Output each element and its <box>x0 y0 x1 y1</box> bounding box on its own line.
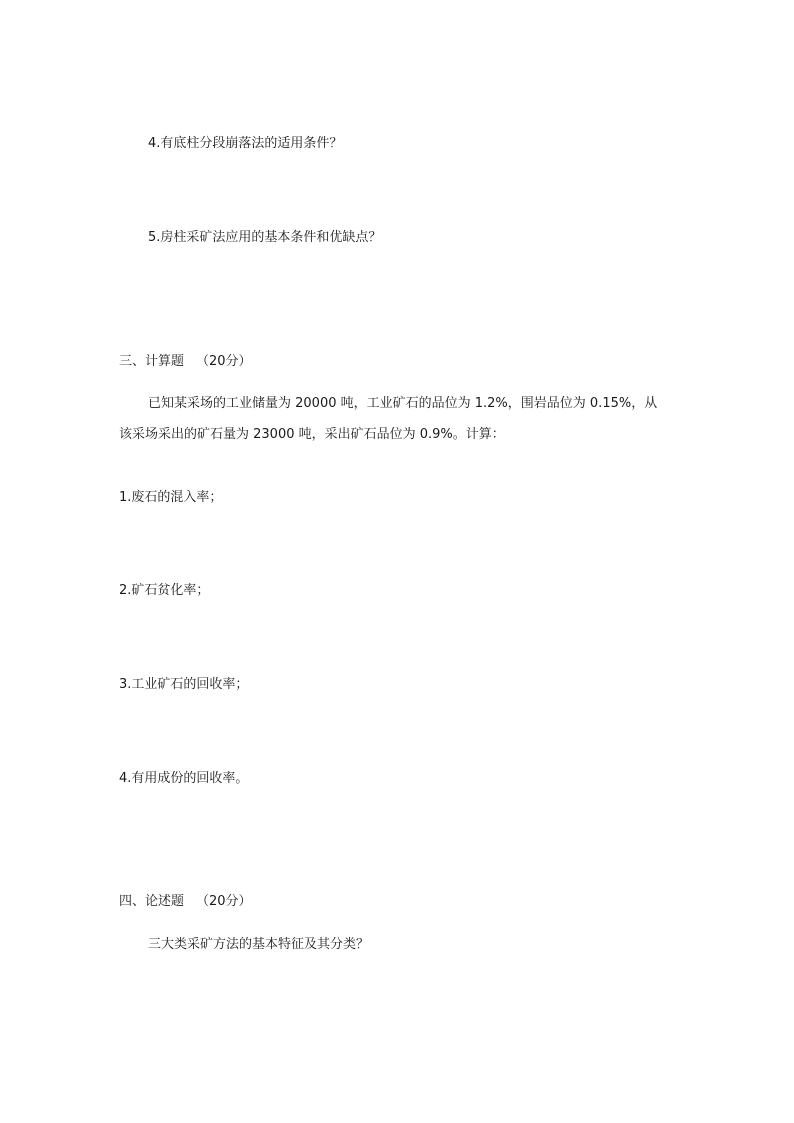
calculation-problem-line-1: 已知某采场的工业储量为 20000 吨，工业矿石的品位为 1.2%，围岩品位为 0.15%，从 <box>148 396 658 411</box>
calculation-item-2: 2.矿石贫化率； <box>119 583 210 598</box>
section-4-title: 四、论述题 <box>119 894 185 909</box>
calculation-problem-line-2: 该采场采出的矿石量为 23000 吨，采出矿石品位为 0.9%。计算： <box>119 427 505 442</box>
section-3-score: （20分） <box>196 354 252 369</box>
question-4: 4.有底柱分段崩落法的适用条件？ <box>148 136 343 151</box>
section-4-heading <box>119 893 252 911</box>
section-4-score: （20分） <box>196 894 252 909</box>
calculation-item-4: 4.有用成份的回收率。 <box>119 771 249 786</box>
section-3-title: 三、计算题 <box>119 354 185 369</box>
essay-question: 三大类采矿方法的基本特征及其分类？ <box>148 937 370 952</box>
calculation-item-1: 1.废石的混入率； <box>119 490 223 505</box>
section-3-heading <box>119 353 252 371</box>
question-5: 5.房柱采矿法应用的基本条件和优缺点？ <box>148 230 382 245</box>
calculation-item-3: 3.工业矿石的回收率； <box>119 677 249 692</box>
